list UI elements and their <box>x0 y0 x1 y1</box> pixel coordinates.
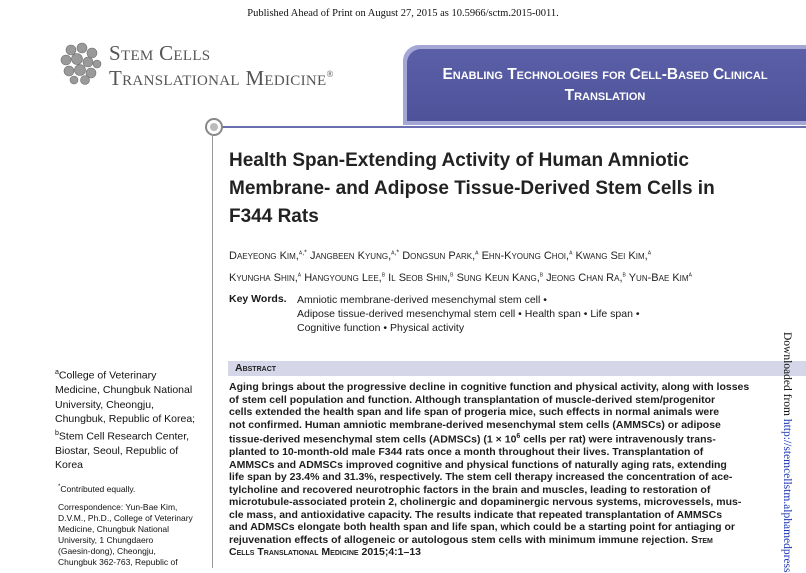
abstract-line: and ADMSCs elongate both health span and life span, which could be a starting point for antiaging or <box>229 521 735 533</box>
abstract-body <box>229 381 774 559</box>
abstract-line: planted to 10-month-old male F344 rats once a month throughout their lives. Transplantation of <box>229 446 704 458</box>
section-banner-text <box>407 49 806 121</box>
published-ahead-note: Published Ahead of Print on August 27, 2015 as 10.5966/sctm.2015-0011. <box>247 8 559 19</box>
abstract-line: cells extended the health span and life span of progeria mice, such effects in normal animals were <box>229 406 720 418</box>
author: Kwang Sei Kim,$^a$ <box>575 249 652 262</box>
author-list <box>229 243 789 288</box>
author: Ehn-Kyoung Choi,$^a$ <box>481 249 573 262</box>
exponent: 6 <box>516 433 521 440</box>
title-line-3: F344 Rats <box>229 206 319 227</box>
download-prefix: Downloaded from <box>781 332 793 419</box>
author: Il Seob Shin,$^b$ <box>388 271 454 285</box>
abstract-line: tylcholine and recovered neurotrophic factors in the brain and muscles, leading to restoration of <box>229 483 711 496</box>
section-banner-line2: Translation <box>564 87 646 104</box>
affiliation-b: Stem Cell Research Center, Biostar, Seoul, Republic of Korea <box>55 430 190 471</box>
keywords-line: Adipose tissue-derived mesenchymal stem cell • Health span • Life span • <box>297 308 640 320</box>
correspondence: Correspondence: Yun-Bae Kim, D.V.M., Ph.D., College of Veterinary Medicine, Chungbuk National University, 1 Chungdaero (Gaesin-dong), Cheongju, Chungbuk 362-763, Republic of <box>58 502 193 567</box>
abstract-line: tissue-derived mesenchymal stem cells (ADMSCs) ($1 \times 10^6$ cells per rat) were intravenously trans- <box>229 433 716 446</box>
author: Kyungha Shin,$^a$ <box>229 271 302 285</box>
divider-ring-icon <box>205 118 223 136</box>
author: Yun-Bae Kim$^a$ <box>628 271 692 285</box>
affiliations: $^a$College of Veterinary Medicine, Chungbuk National University, Cheongju, Chungbuk, Republic of Korea; $^b$Stem Cell Research Center, Biostar, Seoul, Republic of Korea <box>55 369 196 471</box>
abstract-line: microtubule-associated protein 2, cholinergic and dopaminergic nervous systems, microvessels, mus- <box>229 496 742 508</box>
abstract-line: cle mass, and antioxidative capacity. The results indicate that repeated transplantation of AMMSCs <box>229 508 723 521</box>
registered-mark: ® <box>326 69 334 79</box>
author: Jeong Chan Ra,$^b$ <box>546 271 626 285</box>
abstract-line: of stem cell population and function. Although transplantation of muscle-derived stem/progenitor <box>229 393 716 406</box>
download-link[interactable]: http://stemcellstm.alphamedpress <box>781 418 793 573</box>
section-banner-line1: Enabling Technologies for Cell-Based Clinical <box>442 66 768 83</box>
keywords-line: Cognitive function • Physical activity <box>297 322 465 334</box>
abstract-heading-bar <box>228 361 806 376</box>
author: Jangbeen Kyung,$^{a,*}$ <box>309 249 400 262</box>
journal-name-line2-text: Translational Medicine <box>109 66 327 90</box>
article-title <box>229 147 769 231</box>
keywords-line: Amniotic membrane-derived mesenchymal stem cell • <box>297 294 547 306</box>
author: Sung Keun Kang,$^b$ <box>456 271 544 285</box>
author: Hangyoung Lee,$^b$ <box>304 271 386 285</box>
abstract-line: not confirmed. Human amniotic membrane-derived mesenchymal stem cells (AMMSCs) or adipose <box>229 418 721 431</box>
column-divider <box>212 134 213 568</box>
abstract-line: Aging brings about the progressive decline in cognitive function and physical activity, along with losses <box>229 381 750 393</box>
keywords <box>297 293 717 335</box>
journal-name <box>109 43 334 89</box>
journal-logo-icon <box>57 40 103 86</box>
abstract-heading: Abstract <box>235 362 277 374</box>
affiliation-a: College of Veterinary Medicine, Chungbuk National University, Cheongju, Chungbuk, Republic of Korea; <box>55 369 196 425</box>
header-divider <box>213 126 806 128</box>
journal-name-line2 <box>109 64 334 89</box>
section-banner <box>403 45 806 125</box>
abstract-line: life span by 23.4% and 31.3%, respectively. The stem cell therapy increased the concentration of ace- <box>229 471 733 483</box>
title-line-2: Membrane- and Adipose Tissue-Derived Stem Cells in <box>229 178 715 199</box>
contribution-note: *Contributed equally. <box>58 484 136 494</box>
abstract-line <box>229 546 774 559</box>
abstract-line: AMMSCs and ADMSCs improved cognitive and physical functions of naturally aging rats, extending <box>229 458 727 471</box>
keywords-label: Key Words. <box>229 293 287 305</box>
download-watermark <box>776 332 798 573</box>
abstract-line: rejuvenation effects of allogeneic or autologous stem cells with minimum immune rejection. Stem <box>229 533 713 546</box>
journal-name-line1: Stem Cells <box>109 41 211 65</box>
title-line-1: Health Span-Extending Activity of Human Amniotic <box>229 150 689 171</box>
author: Daeyeong Kim,$^{a,*}$ <box>229 249 307 262</box>
citation-ref: Cells Translational Medicine 2015;4:1–13 <box>229 546 422 558</box>
citation-journal: Stem <box>691 533 713 546</box>
author: Dongsun Park,$^a$ <box>402 249 479 262</box>
